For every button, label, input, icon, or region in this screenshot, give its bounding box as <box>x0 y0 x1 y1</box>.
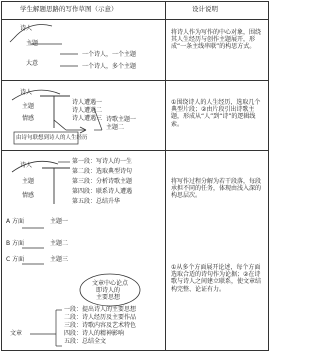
row3-theme-2: 主题二 <box>50 240 69 247</box>
row3-step-3: 第三段：分析诗歌主题 <box>72 178 133 185</box>
row2-item-3: 诗人遭遇三 <box>72 115 103 122</box>
row3-theme-1: 主题一 <box>50 218 69 225</box>
row2-design-note: ①围绕诗人的人生经历，选取几个典型片段；②由片段引出诗歌主题，形成从“人”到“诗”的逻辑线索。 <box>171 99 261 128</box>
row2-label-poet: 诗人 <box>20 89 33 96</box>
row2-item-2: 诗人遭遇二 <box>72 107 103 114</box>
row3-theme-3: 主题三 <box>50 256 69 263</box>
row2-item-1: 诗人遭遇一 <box>72 99 103 106</box>
outline-item-3: 三段：诗歌内容及艺术特色 <box>64 322 137 329</box>
row3-label-feeling: 情感 <box>22 192 35 199</box>
row3-step-1: 第一段：写诗人的一生 <box>72 158 133 165</box>
row3-label-poet: 诗人 <box>20 162 33 169</box>
row2-boxed-note: 由诗句联想到诗人的人生经历 <box>16 135 88 141</box>
row2-item-4: 诗歌主题一 <box>106 116 137 123</box>
column-divider <box>165 1 166 351</box>
oval-line-2: 即诗人的 <box>96 287 121 294</box>
row3-aspect-a: A 方面 <box>6 218 25 225</box>
row3-aspect-c: C 方面 <box>6 256 25 263</box>
row3-step-2: 第二段：选取典型诗句 <box>72 168 133 175</box>
row3-step-5: 第五段：总结升华 <box>72 198 121 205</box>
outline-item-1: 一段：提出诗人的主要思想 <box>64 306 137 313</box>
header-sketch: 学生解题思路的写作草图（示意） <box>20 5 118 13</box>
row1-design-note: 将诗人作为写作的中心对象，围绕其人生经历与创作主题展开，形成“一条主线串联”的构思方式。 <box>171 29 262 51</box>
outline-item-4: 四段：诗人的精神影响 <box>64 330 125 337</box>
row2-label-feeling: 情感 <box>22 115 35 122</box>
header-design-note: 设计说明 <box>192 5 218 13</box>
row1-label-theme: 主题 <box>26 40 39 47</box>
row3-label-theme: 主题 <box>22 178 35 185</box>
oval-line-3: 主要思想 <box>96 294 121 301</box>
row1-line-b: 一个诗人，多个主题 <box>82 63 137 70</box>
row1-line-a: 一个诗人，一个主题 <box>82 51 137 58</box>
outline-item-5: 五段：总结全文 <box>64 338 107 345</box>
row3-design-note-1: 将写作过程分解为若干段落，每段承担不同的任务，体现由浅入深的构思层次。 <box>171 178 262 200</box>
oval-line-1: 文章中心论点 <box>92 280 129 287</box>
outline-item-2: 二段：诗人经历及主要作品 <box>64 314 137 321</box>
row2-item-5: 主题二 <box>106 124 125 131</box>
row3-step-4: 第四段：联系诗人遭遇 <box>72 188 133 195</box>
row3-design-note-2: ①从多个方面展开论述，每个方面选取合适的诗句作为论据；②在诗歌与诗人之间建立联系，使文章结构完整、论证有力。 <box>171 264 262 293</box>
row2-label-theme: 主题 <box>22 103 35 110</box>
row1-label-poet: 诗人 <box>20 25 33 32</box>
row1-label-meaning: 大意 <box>26 60 39 67</box>
row3-label-article: 文章 <box>10 330 23 337</box>
row3-aspect-b: B 方面 <box>6 240 25 247</box>
